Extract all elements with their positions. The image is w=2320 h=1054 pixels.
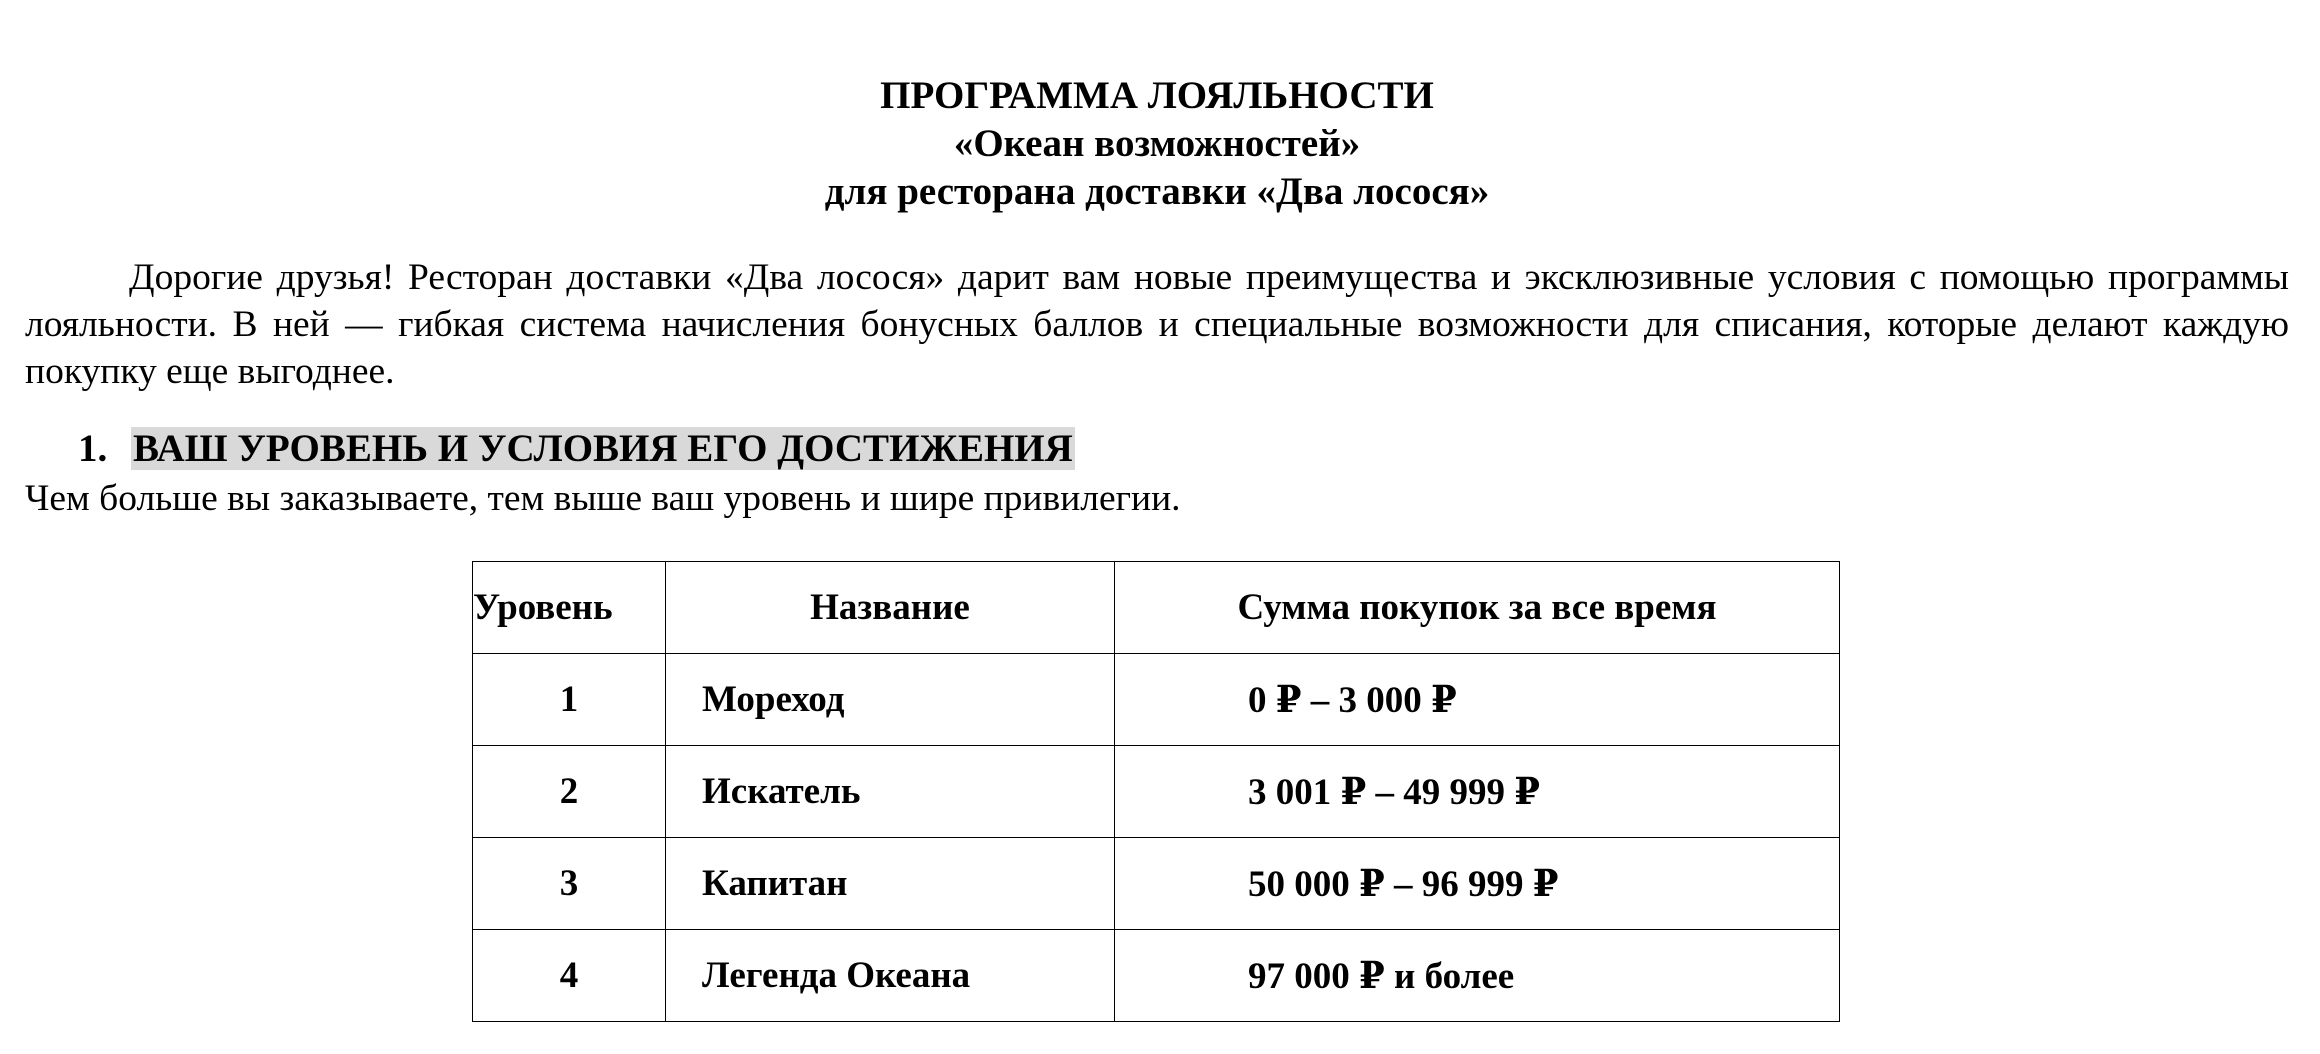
- name-cell: Легенда Океана: [666, 930, 1115, 1022]
- sum-cell: 50 000 ₽ – 96 999 ₽: [1115, 838, 1840, 930]
- sum-cell: 97 000 ₽ и более: [1115, 930, 1840, 1022]
- section-heading: [78, 425, 1075, 473]
- table-row: [473, 654, 1840, 746]
- title-line-3: для ресторана доставки «Два лосося»: [824, 170, 1490, 213]
- sum-cell: 3 001 ₽ – 49 999 ₽: [1115, 746, 1840, 838]
- header-level: Уровень: [473, 562, 666, 654]
- level-cell: 2: [473, 746, 666, 838]
- name-cell: Искатель: [666, 746, 1115, 838]
- table-row: [473, 930, 1840, 1022]
- level-cell: 3: [473, 838, 666, 930]
- header-name: Название: [666, 562, 1115, 654]
- section-title: ВАШ УРОВЕНЬ И УСЛОВИЯ ЕГО ДОСТИЖЕНИЯ: [133, 427, 1073, 470]
- level-cell: 4: [473, 930, 666, 1022]
- table-header-row: [473, 562, 1840, 654]
- intro-paragraph: Дорогие друзья! Ресторан доставки «Два лосося» дарит вам новые преимущества и эксклюзивные условия с помощью программы лояльности. В ней — гибкая система начисления бонусных баллов и специальные возможности для списания, которые делают каждую покупку еще выгоднее.: [25, 257, 2289, 392]
- sum-cell: 0 ₽ – 3 000 ₽: [1115, 654, 1840, 746]
- name-cell: Мореход: [666, 654, 1115, 746]
- document-title: [25, 72, 2289, 216]
- section-number: 1.: [78, 427, 108, 470]
- levels-table: [472, 561, 1840, 1022]
- header-sum: Сумма покупок за все время: [1115, 562, 1840, 654]
- title-line-1: ПРОГРАММА ЛОЯЛЬНОСТИ: [880, 74, 1434, 117]
- title-line-2: «Океан возможностей»: [953, 122, 1361, 165]
- name-cell: Капитан: [666, 838, 1115, 930]
- section-subtitle: Чем больше вы заказываете, тем выше ваш уровень и шире привилегии.: [25, 478, 1181, 519]
- table-row: [473, 838, 1840, 930]
- table-row: [473, 746, 1840, 838]
- level-cell: 1: [473, 654, 666, 746]
